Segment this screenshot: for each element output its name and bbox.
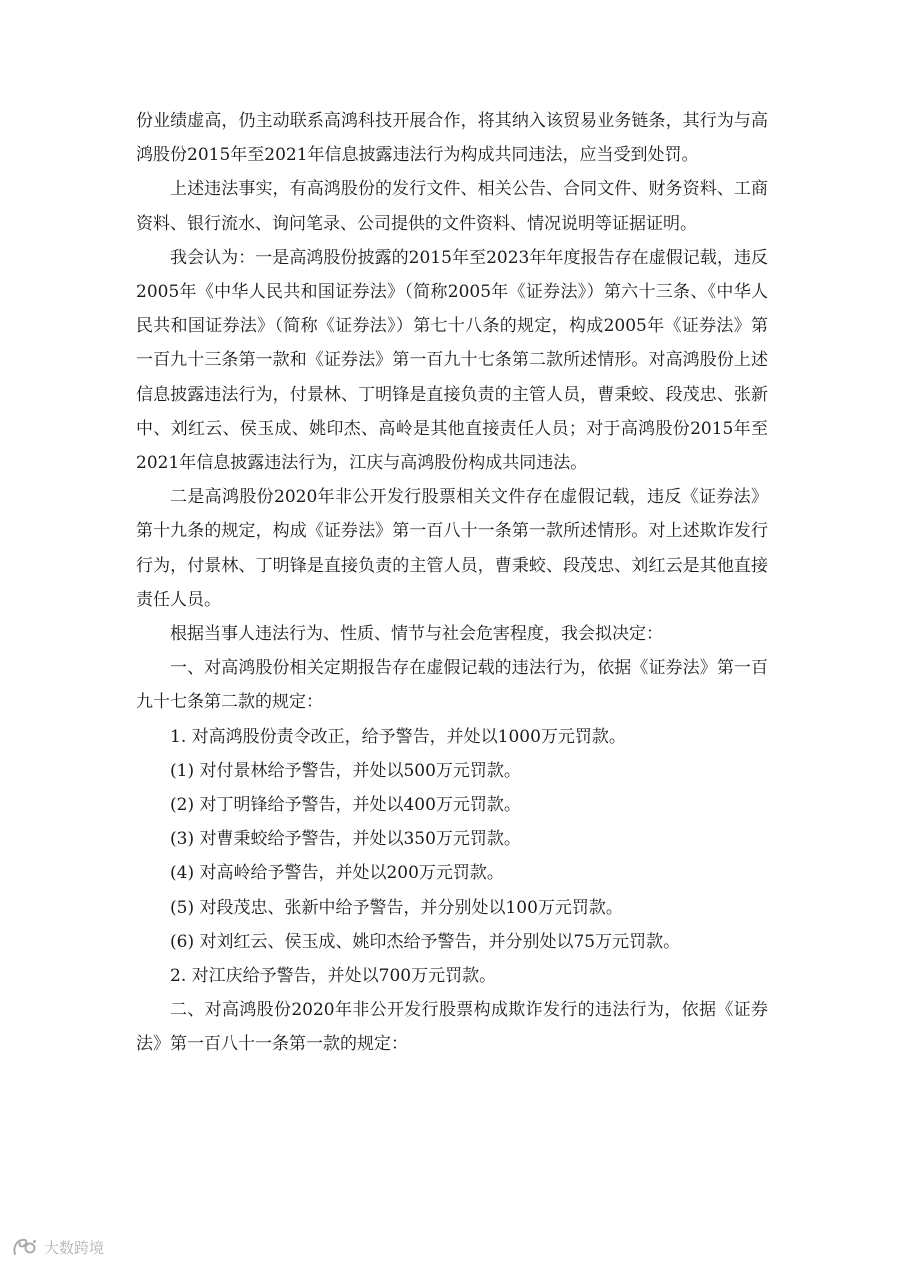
watermark-text: 大数跨境 — [44, 1238, 105, 1257]
penalty-item-6: (6) 对刘红云、侯玉成、姚印杰给予警告，并分别处以75万元罚款。 — [170, 931, 681, 952]
penalty-item-company: 1. 对高鸿股份责令改正，给予警告，并处以1000万元罚款。 — [170, 726, 626, 747]
paragraph-finding-disclosure: 我会认为：一是高鸿股份披露的2015年至2023年年度报告存在虚假记载，违反2005年《中华人民共和国证券法》（简称2005年《证券法》）第六十三条、《中华人民共和国证券法》（简称《证券法》）第七十八条的规定，构成2005年《证券法》第一百九十三条第一款和《证券法》第一百九十七条第二款所述情形。对高鸿股份上述信息披露违法行为，付景林、丁明锋是直接负责的主管人员，曹秉蛟、段茂忠、张新中、刘红云、侯玉成、姚印杰、高岭是其他直接责任人员；对于高鸿股份2015年至2021年信息披露违法行为，江庆与高鸿股份构成共同违法。 — [136, 247, 768, 474]
paragraph-continuation: 份业绩虚高，仍主动联系高鸿科技开展合作，将其纳入该贸易业务链条，其行为与高鸿股份2015年至2021年信息披露违法行为构成共同违法，应当受到处罚。 — [136, 111, 768, 166]
paragraph-section-one: 一、对高鸿股份相关定期报告存在虚假记载的违法行为，依据《证券法》第一百九十七条第二款的规定： — [136, 658, 768, 713]
watermark — [12, 1236, 104, 1258]
paragraph-evidence: 上述违法事实，有高鸿股份的发行文件、相关公告、合同文件、财务资料、工商资料、银行流水、询问笔录、公司提供的文件资料、情况说明等证据证明。 — [136, 179, 768, 234]
penalty-item-5: (5) 对段茂忠、张新中给予警告，并分别处以100万元罚款。 — [170, 897, 623, 918]
document-body — [136, 104, 768, 1062]
paragraph-decision-intro: 根据当事人违法行为、性质、情节与社会危害程度，我会拟决定： — [170, 624, 663, 645]
penalty-item-2: (2) 对丁明锋给予警告，并处以400万元罚款。 — [170, 795, 521, 816]
penalty-item-1: (1) 对付景林给予警告，并处以500万元罚款。 — [170, 760, 521, 781]
penalty-item-jiangqing: 2. 对江庆给予警告，并处以700万元罚款。 — [170, 966, 497, 987]
penalty-item-4: (4) 对高岭给予警告，并处以200万元罚款。 — [170, 863, 504, 884]
penalty-item-3: (3) 对曹秉蛟给予警告，并处以350万元罚款。 — [170, 829, 521, 850]
brand-logo-icon — [12, 1236, 38, 1258]
paragraph-section-two: 二、对高鸿股份2020年非公开发行股票构成欺诈发行的违法行为，依据《证券法》第一百八十一条第一款的规定： — [136, 1000, 768, 1055]
paragraph-finding-fraud-issuance: 二是高鸿股份2020年非公开发行股票相关文件存在虚假记载，违反《证券法》第十九条的规定，构成《证券法》第一百八十一条第一款所述情形。对上述欺诈发行行为，付景林、丁明锋是直接负责的主管人员，曹秉蛟、段茂忠、刘红云是其他直接责任人员。 — [136, 487, 768, 610]
